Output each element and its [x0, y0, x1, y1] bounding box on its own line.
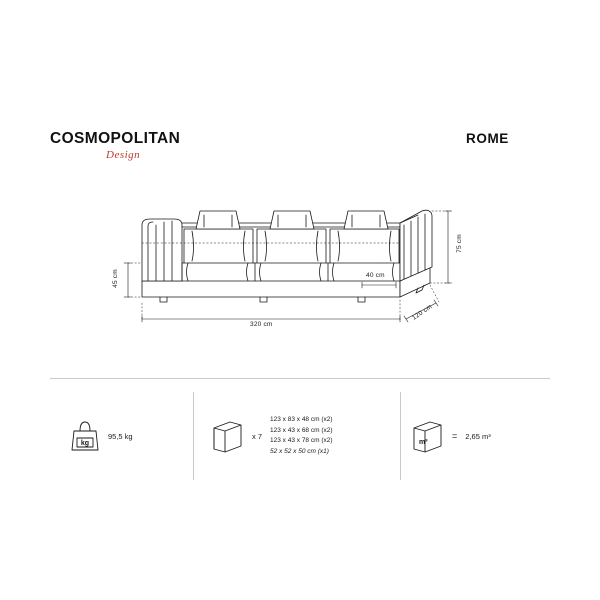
page-title: ROME — [466, 131, 509, 146]
dimension-label-depth: 120 cm — [410, 303, 434, 322]
footer-specs — [50, 392, 550, 480]
volume-icon-label: m³ — [419, 439, 428, 446]
section-divider — [50, 378, 550, 379]
carton-box-icon — [210, 416, 244, 456]
weight-value: 95,5 kg — [108, 431, 133, 441]
spec-volume — [410, 392, 550, 480]
spec-weight — [70, 392, 200, 480]
cubic-meter-box-icon — [410, 416, 444, 456]
packaging-box-item: 123 x 43 x 68 cm (x2) — [270, 426, 333, 434]
packaging-box-item: 123 x 83 x 48 cm (x2) — [270, 416, 333, 423]
product-technical-drawing — [100, 185, 500, 345]
spec-packaging — [210, 392, 400, 480]
packaging-box-item: 123 x 43 x 78 cm (x2) — [270, 437, 333, 444]
packaging-box-list — [270, 415, 333, 457]
brand-logo — [50, 130, 250, 161]
dimension-label-seat-height: 45 cm — [111, 269, 119, 288]
weight-bag-icon — [70, 419, 100, 453]
packaging-count: x 7 — [252, 431, 263, 441]
dimension-label-height: 75 cm — [455, 234, 463, 253]
weight-icon-label: kg — [80, 440, 90, 447]
dimension-label-seat-depth: 40 cm — [366, 272, 385, 279]
sofa-line-drawing — [100, 185, 500, 345]
brand-script-name: Design — [106, 149, 141, 161]
volume-equals-sign: = — [452, 431, 458, 441]
dimension-label-width: 320 cm — [250, 321, 273, 328]
brand-name: COSMOPOLITAN — [50, 130, 181, 147]
packaging-box-item: 52 x 52 x 50 cm (x1) — [270, 447, 329, 455]
volume-value: 2,65 m³ — [465, 431, 491, 441]
